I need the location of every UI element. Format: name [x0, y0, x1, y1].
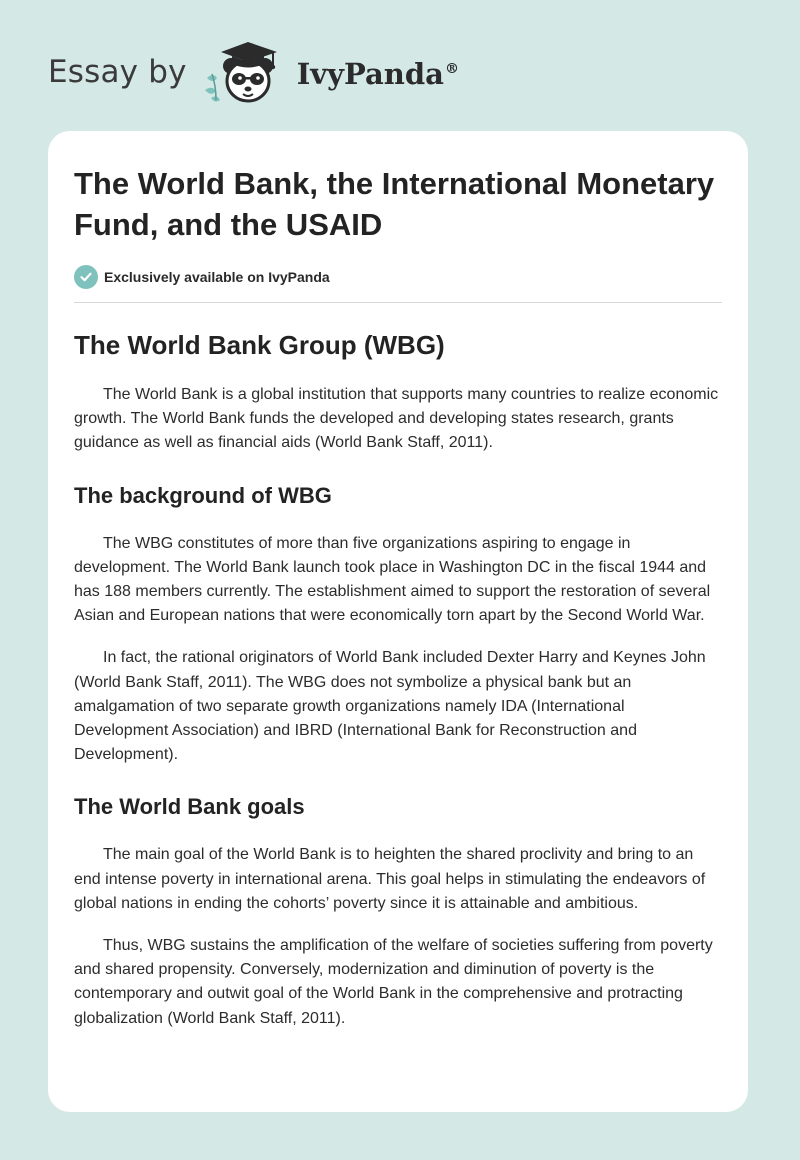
paragraph: Thus, WBG sustains the amplification of the welfare of societies suffering from poverty and shared propensity. Conversely, modernization and diminution of poverty is the contemporary and outwit goal of the World Bank in the comprehensive and protracting globalization (World Bank Staff, 2011).	[74, 937, 713, 1027]
badge-text: Exclusively available on IvyPanda	[104, 269, 330, 285]
essay-content	[74, 163, 722, 1031]
paragraph: The WBG constitutes of more than five organizations aspiring to engage in development. The World Bank launch took place in Washington DC in the fiscal 1944 and has 188 members currently. The establishment aimed to support the restoration of several Asian and European nations that were economically torn apart by the Second World War.	[74, 534, 711, 625]
subsection-title: The background of WBG	[74, 482, 332, 508]
paragraph: The main goal of the World Bank is to heighten the shared proclivity and bring to an end intense poverty in international arena. This goal helps in stimulating the endeavors of global nations in ending the cohorts’ poverty since it is attainable and ambitious.	[74, 846, 706, 912]
section-title: The World Bank Group (WBG)	[74, 330, 445, 360]
site-header	[48, 36, 459, 108]
paragraph: The World Bank is a global institution that supports many countries to realize economic growth. The World Bank funds the developed and developing states research, grants guidance as well as financial aids (World Bank Staff, 2011).	[74, 386, 719, 452]
panda-graduate-icon[interactable]	[199, 36, 295, 108]
check-icon	[74, 265, 98, 289]
brand-prefix: Essay by	[48, 54, 187, 90]
exclusive-badge	[74, 264, 722, 290]
registered-mark: ®	[444, 61, 459, 78]
brand-name[interactable]	[297, 57, 459, 91]
divider	[74, 302, 722, 303]
page-title: The World Bank, the International Monetary Fund, and the USAID	[74, 166, 715, 242]
essay-card	[48, 131, 748, 1112]
subsection-title: The World Bank goals	[74, 794, 305, 820]
paragraph: In fact, the rational originators of World Bank included Dexter Harry and Keynes John (World Bank Staff, 2011). The WBG does not symbolize a physical bank but an amalgamation of two separate growth organizations namely IDA (International Development Association) and IBRD (International Bank for Reconstruction and Development).	[74, 649, 706, 764]
brand-name-text: IvyPanda	[296, 57, 444, 91]
